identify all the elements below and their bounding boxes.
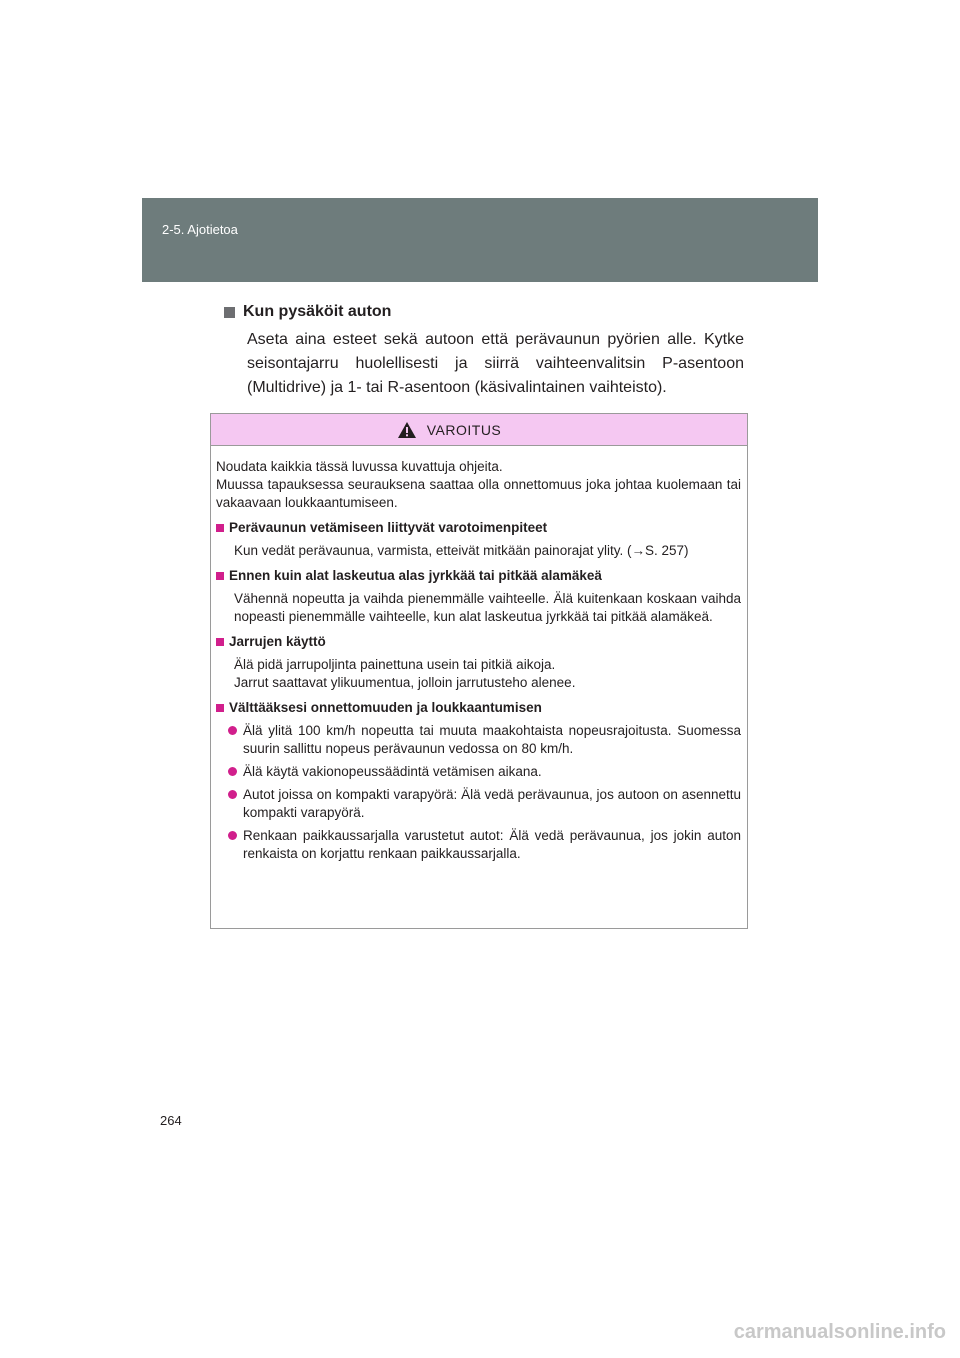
bullet-item [228, 786, 741, 822]
intro-block [224, 303, 744, 400]
warning-intro-line2: Muussa tapauksessa seurauksena saattaa olla onnettomuus joka johtaa kuolemaan tai vakaavaan loukkaantumiseen. [216, 477, 741, 510]
round-bullet-icon [228, 767, 237, 776]
warning-section-downhill [216, 567, 741, 626]
square-bullet-icon [216, 704, 224, 712]
warning-body [211, 446, 747, 863]
square-bullet-icon [224, 307, 235, 318]
bullet-text: Autot joissa on kompakti varapyörä: Älä vedä perävaunua, jos autoon on asennettu kompakti varapyörä. [243, 787, 741, 820]
round-bullet-icon [228, 790, 237, 799]
warning-section-heading-text: Perävaunun vetämiseen liittyvät varotoimenpiteet [229, 520, 548, 535]
warning-section-heading [216, 699, 741, 717]
brakes-line2: Jarrut saattavat ylikuumentua, jolloin jarrutusteho alenee. [234, 675, 576, 690]
intro-heading-text: Kun pysäköit auton [243, 303, 392, 320]
square-bullet-icon [216, 572, 224, 580]
warning-section-towing [216, 519, 741, 560]
warning-section-heading-text: Välttääksesi onnettomuuden ja loukkaantumisen [229, 700, 542, 715]
brakes-line1: Älä pidä jarrupoljinta painettuna usein tai pitkiä aikoja. [234, 657, 556, 672]
watermark: carmanualsonline.info [733, 1321, 946, 1343]
round-bullet-icon [228, 726, 237, 735]
warning-section-text [234, 656, 741, 692]
warning-title: VAROITUS [426, 421, 502, 438]
section-header [142, 198, 818, 282]
round-bullet-icon [228, 831, 237, 840]
warning-section-heading-text: Jarrujen käyttö [229, 634, 326, 649]
warning-section-heading [216, 567, 741, 585]
warning-intro-line1: Noudata kaikkia tässä luvussa kuvattuja ohjeita. [216, 459, 503, 474]
warning-section-heading [216, 519, 741, 537]
warning-section-accidents [216, 699, 741, 863]
page-number: 264 [160, 1113, 182, 1128]
warning-section-text: Vähennä nopeutta ja vaihda pienemmälle vaihteelle. Älä kuitenkaan koskaan vaihda nopeasti pienemmälle vaihteelle, kun alat laskeutua jyrkkää tai pitkää alamäkeä. [234, 591, 741, 624]
intro-text: Aseta aina esteet sekä autoon että perävaunun pyörien alle. Kytke seisontajarru huolellisesti ja siirrä vaihteenvalitsin P-asentoon (Multidrive) ja 1- tai R-asentoon (käsivalintainen vaihteisto). [247, 331, 744, 396]
warning-header [211, 414, 747, 446]
bullet-item [228, 722, 741, 758]
square-bullet-icon [216, 638, 224, 646]
warning-section-heading [216, 633, 741, 651]
section-title: 2-5. Ajotietoa [162, 222, 238, 237]
bullet-text: Älä käytä vakionopeussäädintä vetämisen aikana. [243, 764, 542, 779]
warning-section-brakes [216, 633, 741, 692]
bullet-text: Renkaan paikkaussarjalla varustetut autot: Älä vedä perävaunua, jos jokin auton renkaista on korjattu renkaan paikkaussarjalla. [243, 828, 741, 861]
warning-box [210, 413, 748, 929]
bullet-text: Älä ylitä 100 km/h nopeutta tai muuta maakohtaista nopeusrajoitusta. Suomessa suurin sallittu nopeus perävaunun vedossa on 80 km/h. [243, 723, 741, 756]
warning-triangle-icon [397, 421, 417, 439]
square-bullet-icon [216, 524, 224, 532]
bullet-item [228, 763, 741, 781]
warning-section-text: Kun vedät perävaunua, varmista, etteivät mitkään painorajat ylity. (→S. 257) [234, 543, 689, 558]
intro-heading [224, 303, 744, 321]
bullet-item [228, 827, 741, 863]
warning-section-heading-text: Ennen kuin alat laskeutua alas jyrkkää tai pitkää alamäkeä [229, 568, 602, 583]
